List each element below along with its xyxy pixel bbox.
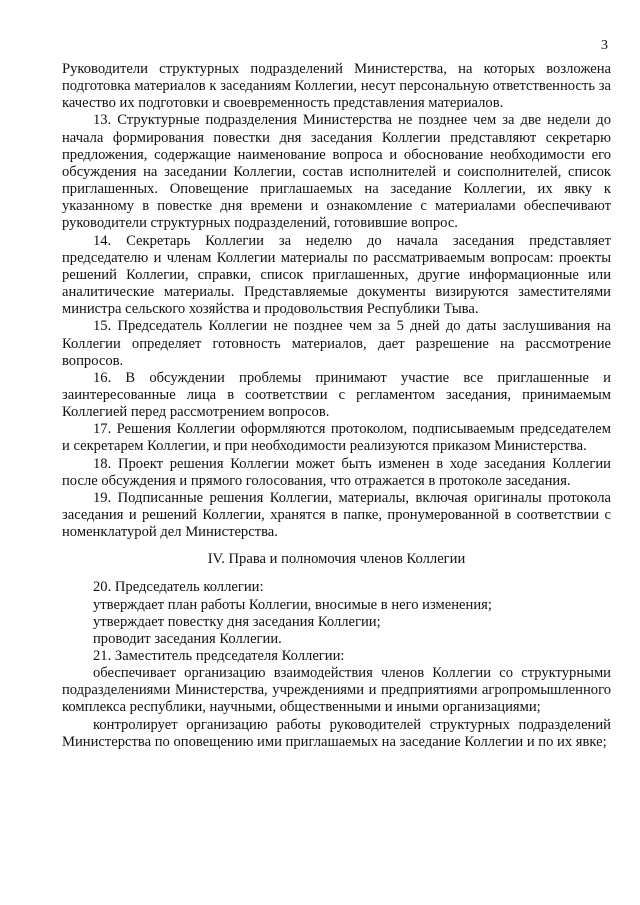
paragraph-18: 18. Проект решения Коллегии может быть изменен в ходе заседания Коллегии после обсуждения и прямого голосования, что отражается в протоколе заседания. <box>62 455 611 489</box>
paragraph-14: 14. Секретарь Коллегии за неделю до начала заседания представляет председателю и членам Коллегии материалы по рассматриваемым вопросам: проекты решений Коллегии, справки, список приглашенных, другие информационные или аналитические материалы. Представляемые документы визируются заместителями министра сельского хозяйства и продовольствия Республики Тыва. <box>62 232 611 318</box>
paragraph-20-heading: 20. Председатель коллегии: <box>93 579 264 596</box>
section-heading: IV. Права и полномочия членов Коллегии <box>207 551 466 568</box>
paragraph-20-item-2: утверждает повестку дня заседания Коллегии; <box>93 613 381 630</box>
page-number: 3 <box>601 38 608 53</box>
paragraph-20-item-3: проводит заседания Коллегии. <box>93 630 282 647</box>
paragraph-13: 13. Структурные подразделения Министерства не позднее чем за две недели до начала формирования повестки дня заседания Коллегии представляют секретарю предложения, содержащие наименование вопроса и обоснование необходимости его обсуждения на заседании Коллегии, состав исполнителей и соисполнителей, список приглашенных. Оповещение приглашаемых на заседание Коллегии, их явку к указанному в повестке дня времени и ознакомление с материалами обеспечивают руководители структурных подразделений, готовившие вопрос. <box>62 112 611 232</box>
paragraph-16: 16. В обсуждении проблемы принимают участие все приглашенные и заинтересованные лица в соответствии с регламентом заседания, принимаемым Коллегией перед рассмотрением вопросов. <box>62 369 611 421</box>
paragraph-17: 17. Решения Коллегии оформляются протоколом, подписываемым председателем и секретарем Коллегии, и при необходимости реализуются приказом Министерства. <box>62 421 611 455</box>
paragraph-15: 15. Председатель Коллегии не позднее чем за 5 дней до даты заслушивания на Коллегии определяет готовность материалов, дает разрешение на рассмотрение вопросов. <box>62 318 611 369</box>
paragraph-21-heading: 21. Заместитель председателя Коллегии: <box>93 648 345 664</box>
paragraph-20-item-1: утверждает план работы Коллегии, вносимые в него изменения; <box>93 596 492 613</box>
paragraph-21-item-2: контролирует организацию работы руководителей структурных подразделений Министерства по оповещению ими приглашаемых на заседание Коллегии и по их явке; <box>62 716 611 750</box>
paragraph-21-item-1: обеспечивает организацию взаимодействия членов Коллегии со структурными подразделениями Министерства, учреждениями и предприятиями агропромышленного комплекса республики, научными, общественными и иными организациями; <box>62 665 611 716</box>
document-body <box>62 61 611 751</box>
paragraph-19: 19. Подписанные решения Коллегии, материалы, включая оригиналы протокола заседания и решений Коллегии, хранятся в папке, пронумерованной в соответствии с номенклатурой дел Министерства. <box>62 489 611 541</box>
paragraph-responsibility: Руководители структурных подразделений Министерства, на которых возложена подготовка материалов к заседаниям Коллегии, несут персональную ответственность за качество их подготовки и своевременность представления материалов. <box>62 61 611 112</box>
